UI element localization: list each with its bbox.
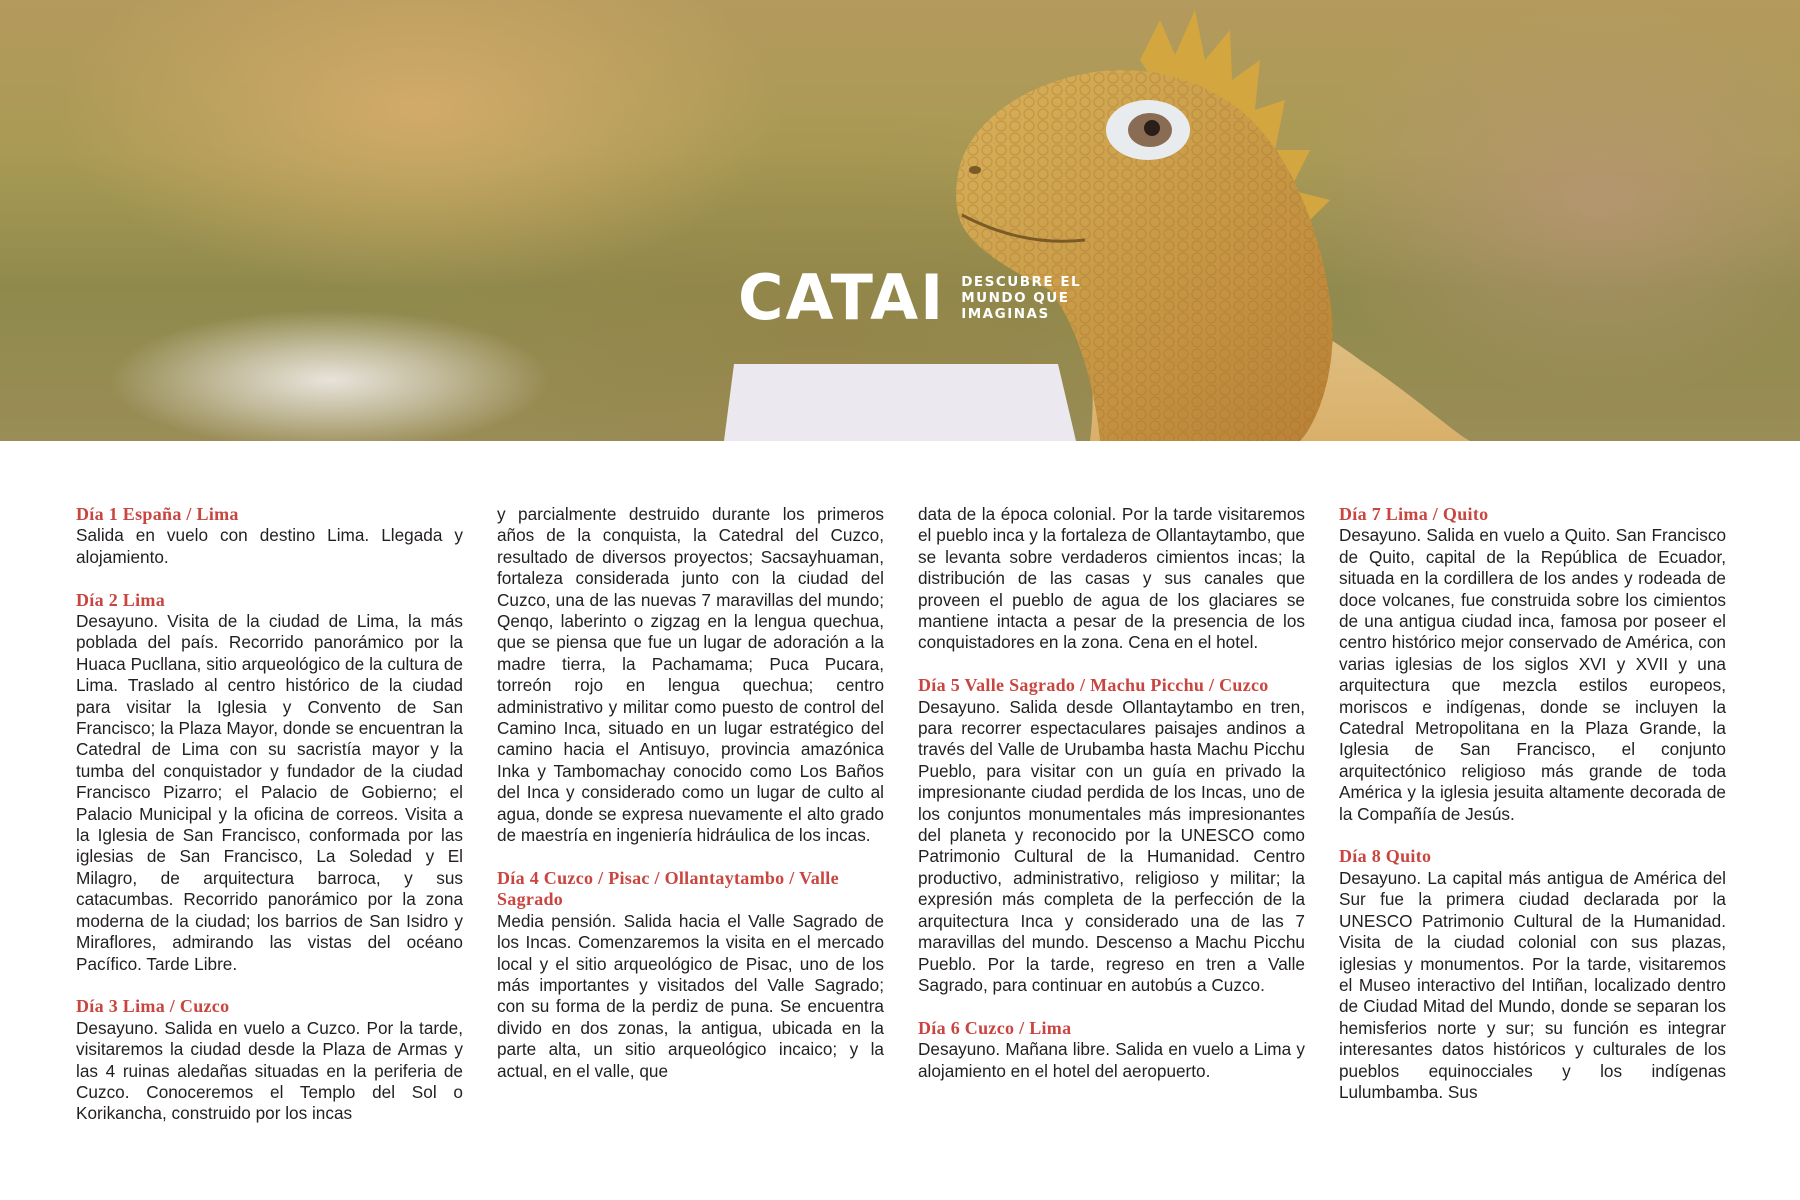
day-title: Día 1 España / Lima xyxy=(76,504,239,524)
day-text: Desayuno. Salida desde Ollantaytambo en tren, para recorrer espectaculares paisajes andinos a través del Valle de Urubamba hasta Machu Picchu Pueblo, para visitar con un guía en privado la impresionante ciudad perdida de los Incas, uno de los conjuntos monumentales más impresionantes del planeta y reconocido por la UNESCO como Patrimonio Cultural de la Humanidad. Centro productivo, administrativo, religioso y militar; la expresión más completa de la perfección de la arquitectura Inca y considerado una de las 7 maravillas del mundo. Descenso a Machu Picchu Pueblo. Por la tarde, regreso en tren a Valle Sagrado, para continuar en autobús a Cuzco. xyxy=(918,696,1305,995)
tagline-line: MUNDO QUE xyxy=(961,290,1070,306)
itinerary-continuation xyxy=(497,504,884,847)
itinerary-continuation xyxy=(918,504,1305,654)
column-4 xyxy=(1339,504,1726,1144)
day-text: Salida en vuelo con destino Lima. Llegada y alojamiento. xyxy=(76,525,463,567)
column-2 xyxy=(497,504,884,1144)
hero-photo xyxy=(0,0,1800,441)
day-text: Desayuno. La capital más antigua de América del Sur fue la primera ciudad declarada por la UNESCO Patrimonio Cultural de la Humanidad. Visita de la ciudad colonial con sus plazas, iglesias y monumentos. Por la tarde, visitaremos el Museo interactivo del Intiñan, localizado dentro de Ciudad Mitad del Mundo, donde se separan los hemisferios norte y sur; su función es integrar interesantes datos históricos y culturales de los pueblos equinocciales y los indígenas Lulumbamba. Sus xyxy=(1339,867,1726,1102)
day-text: Desayuno. Salida en vuelo a Cuzco. Por la tarde, visitaremos la ciudad desde la Plaza de Armas y las 4 ruinas aledañas situadas en la periferia de Cuzco. Conoceremos el Templo del Sol o Korikancha, construido por los incas xyxy=(76,1017,463,1124)
itinerary-day xyxy=(1339,504,1726,825)
itinerary-day xyxy=(918,1018,1305,1082)
itinerary-day xyxy=(76,590,463,975)
day-title: Día 4 Cuzco / Pisac / Ollantaytambo / Valle Sagrado xyxy=(497,867,839,910)
day-text: Desayuno. Visita de la ciudad de Lima, la más poblada del país. Recorrido panorámico por la Huaca Pucllana, sitio arqueológico de la cultura de Lima. Traslado al centro histórico de la ciudad para visitar la Iglesia y Convento de San Francisco; la Plaza Mayor, donde se encuentran la Catedral de Lima con su sacristía mayor y la tumba del conquistador y fundador de la ciudad Francisco Pizarro; el Palacio de Gobierno; el Palacio Municipal y la oficina de correos. Visita a la Iglesia de San Francisco, conformada por las iglesias de San Francisco, La Soledad y El Milagro, de arquitectura barroca, y sus catacumbas. Recorrido panorámico por la zona moderna de la ciudad; los barrios de San Isidro y Miraflores, admirando las vistas del océano Pacífico. Tarde Libre. xyxy=(76,611,463,974)
itinerary-day xyxy=(1339,846,1726,1103)
day-title: Día 8 Quito xyxy=(1339,846,1432,867)
tagline-line: IMAGINAS xyxy=(961,306,1050,322)
column-1 xyxy=(76,504,463,1144)
day-title: Día 5 Valle Sagrado / Machu Picchu / Cuzco xyxy=(918,675,1269,696)
column-3 xyxy=(918,504,1305,1144)
day-title: Día 3 Lima / Cuzco xyxy=(76,996,230,1017)
itinerary-day xyxy=(918,675,1305,996)
day-text: Desayuno. Mañana libre. Salida en vuelo a Lima y alojamiento en el hotel del aeropuerto. xyxy=(918,1039,1305,1081)
day-text: data de la época colonial. Por la tarde visitaremos el pueblo inca y la fortaleza de Ollantaytambo, que se levanta sobre verdaderos cimientos incas; la distribución de las casas y sus canales que proveen el pueblo de agua de los glaciares se mantiene intacta a pesar de la presencia de los conquistadores en la zona. Cena en el hotel. xyxy=(918,504,1305,653)
day-text: Media pensión. Salida hacia el Valle Sagrado de los Incas. Comenzaremos la visita en el mercado local y el sitio arqueológico de Pisac, uno de los más importantes y visitados del Valle Sagrado; con su forma de la perdiz de puna. Se encuentra divido en dos zonas, la antigua, ubicada en la parte alta, un sitio arqueológico incaico; y la actual, en el valle, que xyxy=(497,910,884,1081)
day-title: Día 7 Lima / Quito xyxy=(1339,504,1489,524)
itinerary-day xyxy=(76,504,463,568)
brand-name: CATAI xyxy=(738,261,946,334)
day-text: Desayuno. Salida en vuelo a Quito. San Francisco de Quito, capital de la República de Ecuador, situada en la cordillera de los andes y rodeada de doce volcanes, fue construida sobre los cimientos de una antigua ciudad inca, famosa por poseer el centro histórico mejor conservado de América, con varias iglesias de los siglos XVI y XVII y una arquitectura que mezcla estilos europeos, moriscos e indígenas, donde se incluyen la Catedral Metropolitana en la Plaza Grande, la Iglesia de San Francisco, el conjunto arquitectónico religioso más grande de toda América y la iglesia jesuita altamente decorada de la Compañía de Jesús. xyxy=(1339,525,1726,824)
tagline-line: DESCUBRE EL xyxy=(961,274,1082,290)
brand-tagline xyxy=(961,274,1081,322)
itinerary-day xyxy=(497,868,884,1082)
brand-logo xyxy=(738,261,1082,334)
itinerary-day xyxy=(76,996,463,1124)
day-title: Día 6 Cuzco / Lima xyxy=(918,1017,1072,1038)
header-tab-shape xyxy=(724,364,1076,441)
day-title: Día 2 Lima xyxy=(76,589,166,610)
itinerary-columns xyxy=(76,504,1726,1144)
day-text: y parcialmente destruido durante los primeros años de la conquista, la Catedral del Cuzco, resultado de diversos proyectos; Sacsayhuaman, fortaleza considerada junto con la ciudad del Cuzco, una de las nuevas 7 maravillas del mundo; Qenqo, laberinto o zigzag en la lengua quechua, que se piensa que fue un lugar de adoración a la madre tierra, la Pachamama; Puca Pucara, torreón rojo en lengua quechua; centro administrativo y militar como puesto de control del Camino Inca, situado en un lugar estratégico del camino hacia el Antisuyo, provincia amazónica Inka y Tambomachay conocido como Los Baños del Inca y considerado como un lugar de culto al agua, donde se expresa nuevamente el alto grado de maestría en ingeniería hidráulica de los incas. xyxy=(497,504,884,846)
